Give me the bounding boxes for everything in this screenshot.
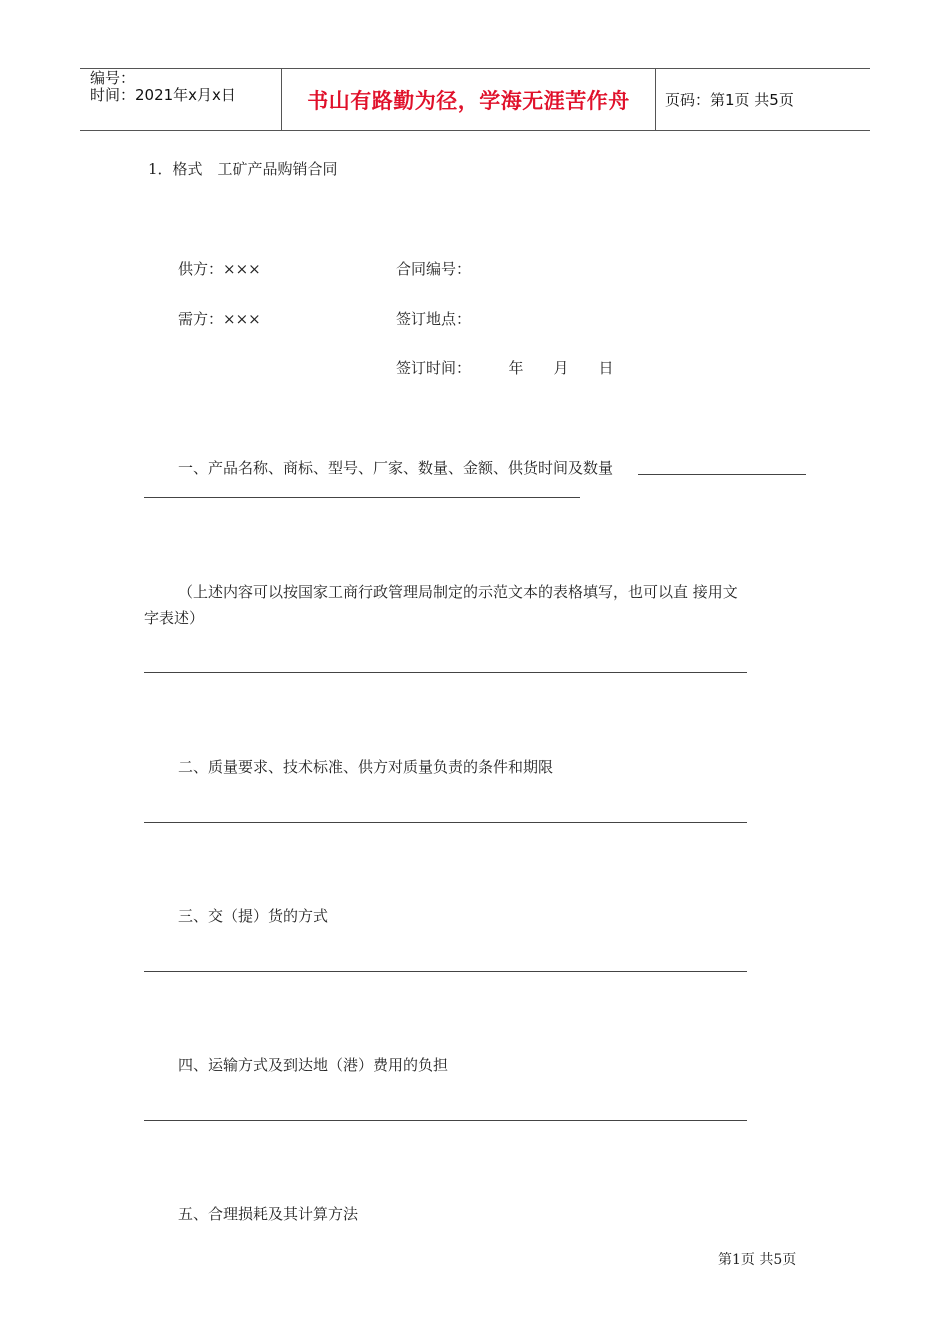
time-label: 时间：2021年x月x日 <box>90 86 236 104</box>
signing-time-field: 签订时间： 年 月 日 <box>396 359 614 377</box>
serial-label: 编号： <box>90 69 136 87</box>
section-3-fill-line <box>144 971 747 972</box>
note-line-2: 字表述） <box>144 609 205 627</box>
section-4-title: 四、运输方式及到达地（港）费用的负担 <box>178 1056 449 1074</box>
section-3-title: 三、交（提）货的方式 <box>178 907 329 925</box>
footer-page-info: 第1页 共5页 <box>718 1252 797 1268</box>
section-2-title: 二、质量要求、技术标准、供方对质量负责的条件和期限 <box>178 758 554 776</box>
note-fill-line <box>144 672 747 673</box>
document-header <box>80 68 870 131</box>
signing-place-field: 签订地点： <box>396 310 472 328</box>
section-1-fill-line-a <box>638 474 806 475</box>
document-heading: 1．格式 工矿产品购销合同 <box>148 160 338 178</box>
header-page-info: 页码：第1页 共5页 <box>665 91 794 109</box>
supplier-field: 供方：××× <box>178 260 261 278</box>
section-4-fill-line <box>144 1120 747 1121</box>
header-meta <box>90 70 280 104</box>
header-motto: 书山有路勤为径，学海无涯苦作舟 <box>307 88 630 113</box>
contract-number-field: 合同编号： <box>396 260 472 278</box>
header-divider-right <box>655 69 656 130</box>
note-line-1: （上述内容可以按国家工商行政管理局制定的示范文本的表格填写，也可以直 接用文 <box>178 583 738 601</box>
section-2-fill-line <box>144 822 747 823</box>
section-1-title: 一、产品名称、商标、型号、厂家、数量、金额、供货时间及数量 <box>178 459 614 477</box>
section-5-title: 五、合理损耗及其计算方法 <box>178 1205 359 1223</box>
section-1-fill-line-b <box>144 497 580 498</box>
buyer-field: 需方：××× <box>178 310 261 328</box>
